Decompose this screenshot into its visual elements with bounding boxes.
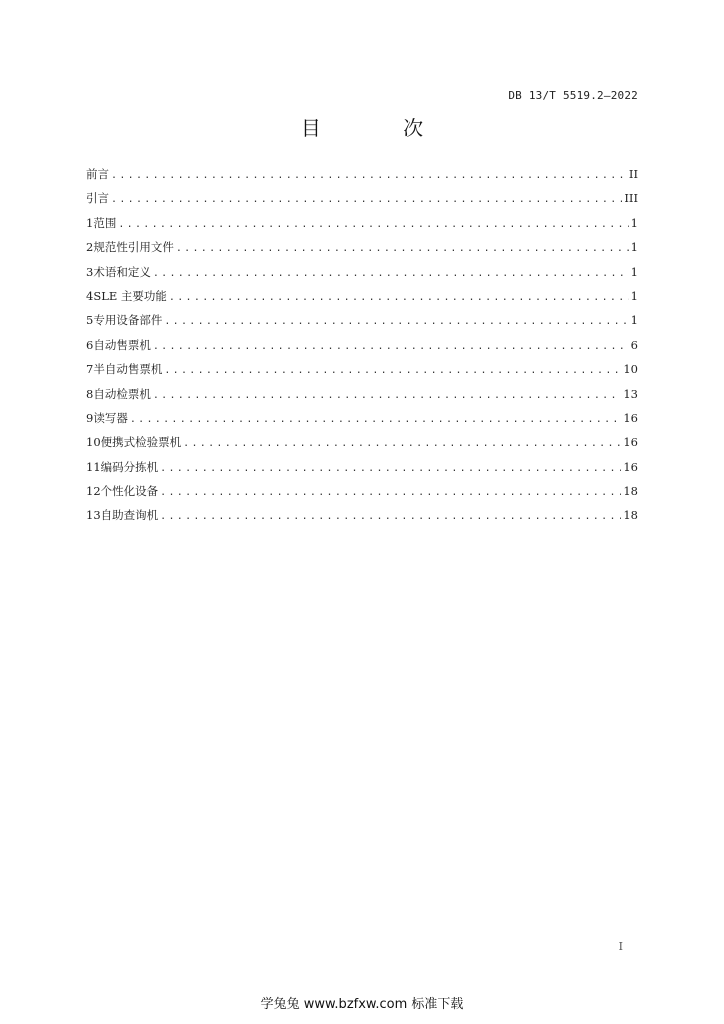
toc-page-number: 16 [623, 459, 638, 474]
toc-entry-number: 2 [86, 240, 94, 255]
toc-entry-label: 前言 [86, 167, 109, 181]
toc-dot-leader [118, 213, 628, 237]
toc-page-number: 1 [630, 215, 638, 230]
toc-entry-label: 便携式检验票机 [100, 435, 182, 450]
toc-dot-leader [130, 408, 622, 432]
toc-entry-8[interactable] [86, 382, 638, 406]
toc-entry-11[interactable] [86, 455, 638, 479]
toc-entry-number: 11 [86, 459, 101, 474]
toc-entry-number: 6 [86, 337, 94, 352]
toc-entry-number: 12 [86, 484, 101, 499]
toc-entry-foreword[interactable] [86, 162, 638, 186]
toc-entry-9[interactable] [86, 406, 638, 430]
toc-dot-leader [160, 481, 621, 505]
watermark-text: 学兔兔 www.bzfxw.com 标准下载 [260, 997, 464, 1012]
toc-entry-label: SLE 主要功能 [93, 288, 167, 303]
toc-entry-number: 7 [86, 362, 94, 377]
toc-entry-label: 自助查询机 [100, 508, 159, 523]
toc-entry-label: 读写器 [93, 410, 128, 425]
toc-dot-leader [160, 505, 621, 529]
toc-page-number: 1 [630, 264, 638, 279]
toc-entry-label: 半自动售票机 [93, 362, 163, 377]
toc-entry-number: 13 [86, 508, 101, 523]
toc-dot-leader [153, 384, 622, 408]
toc-dot-leader [176, 237, 629, 261]
toc-entry-number: 3 [86, 264, 94, 279]
toc-page-number: 18 [623, 484, 638, 499]
toc-dot-leader [160, 457, 621, 481]
toc-entry-10[interactable] [86, 430, 638, 454]
toc-entry-4[interactable] [86, 284, 638, 308]
toc-entry-7[interactable] [86, 357, 638, 381]
toc-page-number: 1 [630, 313, 638, 328]
toc-dot-leader [183, 432, 621, 456]
toc-page-number: 10 [623, 362, 638, 377]
toc-page-number: II [628, 167, 638, 181]
toc-entry-label: 自动售票机 [93, 337, 151, 352]
toc-entry-12[interactable] [86, 479, 638, 503]
toc-entry-number: 5 [86, 313, 94, 328]
toc-entry-number: 10 [86, 435, 101, 450]
toc-entry-6[interactable] [86, 333, 638, 357]
toc-entry-number: 4 [86, 288, 94, 303]
toc-entry-label: 专用设备部件 [93, 313, 163, 328]
toc-entry-label: 引言 [86, 191, 109, 206]
table-of-contents [86, 162, 638, 528]
toc-page-number: 1 [630, 288, 638, 303]
toc-entry-13[interactable] [86, 503, 638, 527]
page-number: I [618, 940, 623, 953]
toc-entry-label: 规范性引用文件 [93, 240, 174, 255]
toc-entry-5[interactable] [86, 308, 638, 332]
toc-entry-introduction[interactable] [86, 186, 638, 210]
toc-entry-label: 个性化设备 [100, 484, 159, 499]
toc-dot-leader [169, 286, 629, 310]
toc-entry-1[interactable] [86, 211, 638, 235]
toc-page-number: 13 [623, 386, 638, 401]
toc-dot-leader [164, 359, 621, 383]
toc-entry-label: 术语和定义 [93, 264, 151, 279]
page-title: 目 次 [300, 116, 462, 140]
toc-entry-number: 9 [86, 410, 94, 425]
toc-page-number: 16 [623, 410, 638, 425]
toc-entry-number: 1 [86, 215, 94, 230]
toc-page-number: 1 [630, 240, 638, 255]
toc-entry-label: 范围 [93, 215, 117, 230]
toc-entry-3[interactable] [86, 260, 638, 284]
toc-dot-leader [164, 310, 628, 334]
toc-entry-2[interactable] [86, 235, 638, 259]
toc-dot-leader [111, 188, 622, 212]
toc-page-number: III [624, 191, 638, 206]
toc-entry-label: 编码分拣机 [100, 459, 159, 474]
toc-dot-leader [153, 262, 629, 286]
document-code: DB 13/T 5519.2—2022 [508, 89, 638, 102]
toc-page-number: 6 [630, 337, 638, 352]
toc-entry-label: 自动检票机 [93, 386, 151, 401]
toc-page-number: 18 [623, 508, 638, 523]
toc-dot-leader [111, 164, 627, 188]
toc-page-number: 16 [623, 435, 638, 450]
toc-entry-number: 8 [86, 386, 94, 401]
toc-dot-leader [153, 335, 629, 359]
